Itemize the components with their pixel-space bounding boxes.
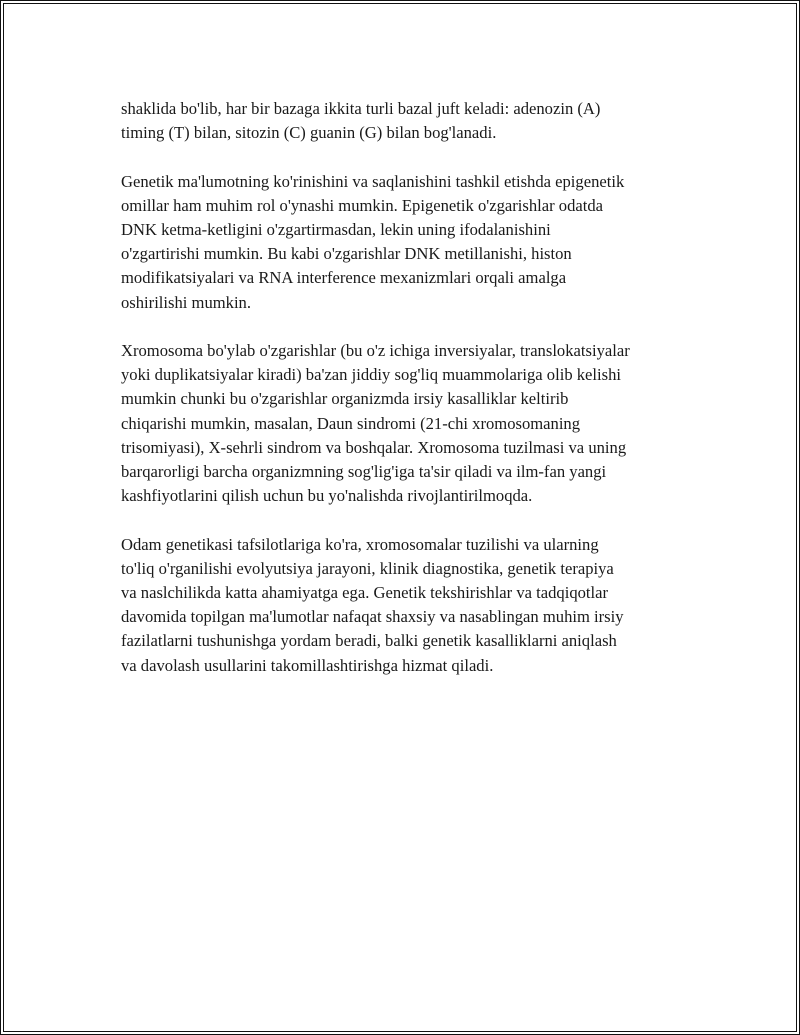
text-line: fazilatlarni tushunishga yordam beradi, balki genetik kasalliklarni aniqlash <box>121 631 617 651</box>
text-line: omillar ham muhim rol o'ynashi mumkin. Epigenetik o'zgarishlar odatda <box>121 195 604 215</box>
paragraph-epigenetics <box>121 170 691 315</box>
text-line: kashfiyotlarini qilish uchun bu yo'nalishda rivojlantirilmoqda. <box>121 486 533 506</box>
text-line: va naslchilikda katta ahamiyatga ega. Genetik tekshirishlar va tadqiqotlar <box>121 583 609 603</box>
document-body <box>121 97 691 702</box>
text-line: Xromosoma bo'ylab o'zgarishlar (bu o'z ichiga inversiyalar, translokatsiyalar <box>121 341 630 360</box>
text-line: barqarorligi barcha organizmning sog'lig'iga ta'sir qiladi va ilm-fan yangi <box>121 462 607 482</box>
text-line: oshirilishi mumkin. <box>121 292 251 312</box>
paragraph-chromosome-changes <box>121 339 691 508</box>
paragraph-human-genetics <box>121 533 691 678</box>
text-line: chiqarishi mumkin, masalan, Daun sindromi (21-chi xromosomaning <box>121 413 581 433</box>
text-line: yoki duplikatsiyalar kiradi) ba'zan jiddiy sog'liq muammolariga olib kelishi <box>121 365 622 385</box>
text-line: davomida topilgan ma'lumotlar nafaqat shaxsiy va nasablingan muhim irsiy <box>121 607 624 627</box>
text-line: timing (T) bilan, sitozin (C) guanin (G) bilan bog'lanadi. <box>121 123 497 143</box>
text-line: modifikatsiyalari va RNA interference mexanizmlari orqali amalga <box>121 268 567 288</box>
text-line: to'liq o'rganilishi evolyutsiya jarayoni, klinik diagnostika, genetik terapiya <box>121 558 614 578</box>
text-line: Genetik ma'lumotning ko'rinishini va saqlanishini tashkil etishda epigenetik <box>121 171 625 191</box>
text-line: shaklida bo'lib, har bir bazaga ikkita turli bazal juft keladi: adenozin (A) <box>121 99 601 118</box>
text-line: trisomiyasi), X-sehrli sindrom va boshqalar. Xromosoma tuzilmasi va uning <box>121 437 627 457</box>
text-line: o'zgartirishi mumkin. Bu kabi o'zgarishlar DNK metillanishi, histon <box>121 244 572 264</box>
text-line: mumkin chunki bu o'zgarishlar organizmda irsiy kasalliklar keltirib <box>121 389 569 409</box>
paragraph-base-pairing <box>121 97 691 145</box>
text-line: Odam genetikasi tafsilotlariga ko'ra, xromosomalar tuzilishi va ularning <box>121 534 599 554</box>
text-line: DNK ketma-ketligini o'zgartirmasdan, lekin uning ifodalanishini <box>121 220 551 239</box>
text-line: va davolash usullarini takomillashtirishga hizmat qiladi. <box>121 655 494 675</box>
